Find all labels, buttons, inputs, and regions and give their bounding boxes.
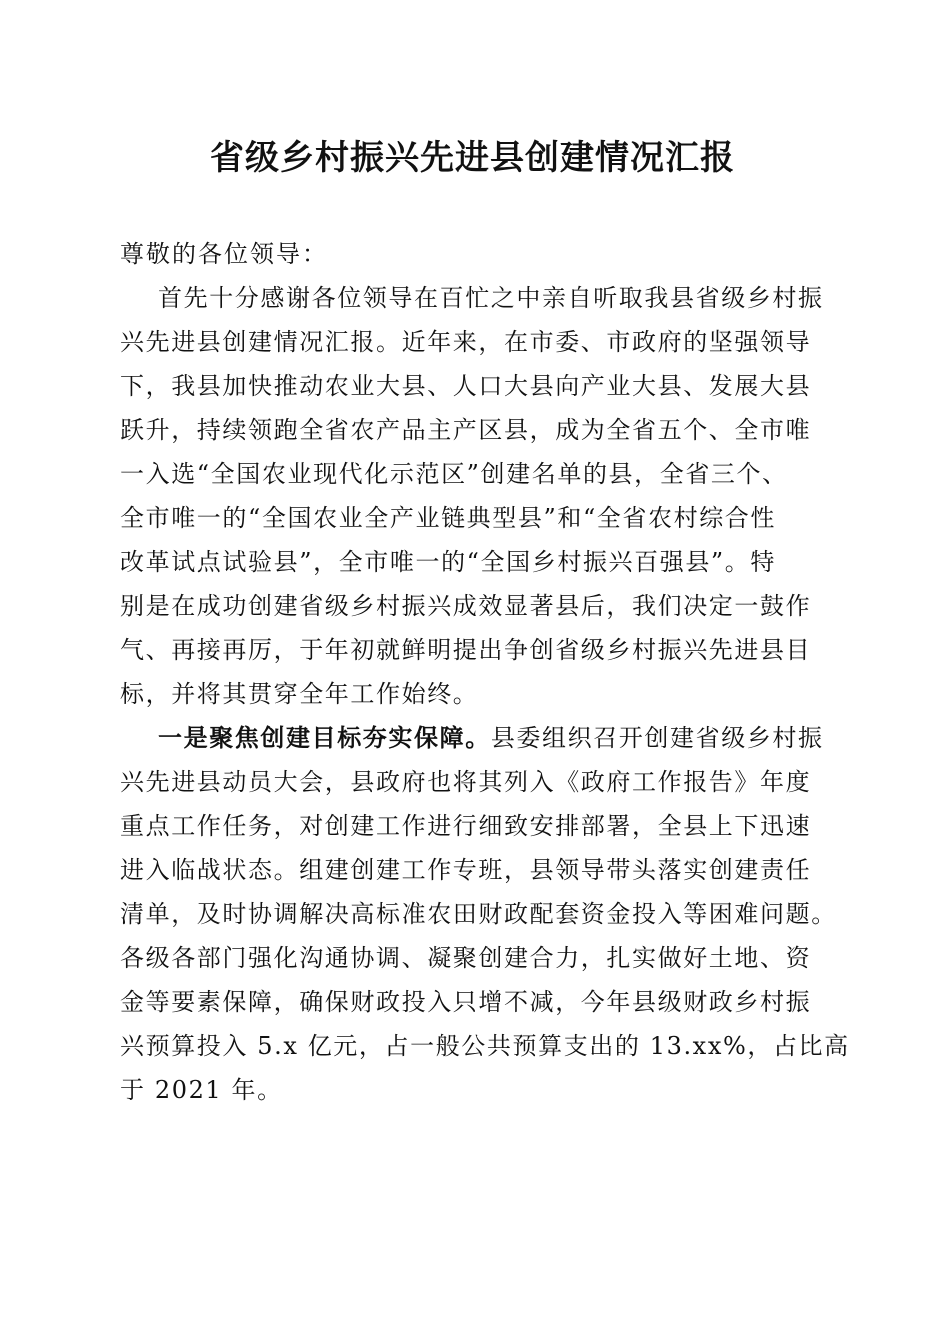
paragraph-line: 标，并将其贯穿全年工作始终。 <box>120 680 479 708</box>
paragraph-line: 进入临战状态。组建创建工作专班，县领导带头落实创建责任 <box>120 856 812 884</box>
greeting: 尊敬的各位领导： <box>120 240 328 268</box>
paragraph-line: 别是在成功创建省级乡村振兴成效显著县后，我们决定一鼓作 <box>120 592 812 620</box>
paragraph-line: 兴先进县动员大会，县政府也将其列入《政府工作报告》年度 <box>120 768 812 796</box>
paragraph-line: 跃升，持续领跑全省农产品主产区县，成为全省五个、全市唯 <box>120 416 812 444</box>
paragraph-line: 于 2021 年。 <box>120 1076 283 1104</box>
paragraph-line: 重点工作任务，对创建工作进行细致安排部署，全县上下迅速 <box>120 812 812 840</box>
paragraph-goal-guarantee <box>120 716 850 1112</box>
paragraph-first-line-rest: 县委组织召开创建省级乡村振 <box>490 724 824 752</box>
paragraph-line: 各级各部门强化沟通协调、凝聚创建合力，扎实做好土地、资 <box>120 944 812 972</box>
paragraph-first-line <box>120 716 825 760</box>
paragraph-line: 气、再接再厉，于年初就鲜明提出争创省级乡村振兴先进县目 <box>120 636 812 664</box>
paragraph-line: 金等要素保障，确保财政投入只增不减，今年县级财政乡村振 <box>120 988 812 1016</box>
paragraph-line: 全市唯一的“全国农业全产业链典型县”和“全省农村综合性 <box>120 504 777 532</box>
paragraph-intro <box>120 276 825 716</box>
paragraph-lead-heading: 一是聚焦创建目标夯实保障。 <box>158 723 491 752</box>
paragraph-line: 兴预算投入 5.x 亿元，占一般公共预算支出的 13.xx%，占比高 <box>120 1032 850 1060</box>
paragraph-line: 清单，及时协调解决高标准农田财政配套资金投入等困难问题。 <box>120 900 837 928</box>
paragraph-line: 兴先进县创建情况汇报。近年来，在市委、市政府的坚强领导 <box>120 328 812 356</box>
paragraph-line: 改革试点试验县”，全市唯一的“全国乡村振兴百强县”。特 <box>120 548 777 576</box>
paragraph-line: 首先十分感谢各位领导在百忙之中亲自听取我县省级乡村振 <box>158 284 824 312</box>
paragraph-line: 下，我县加快推动农业大县、人口大县向产业大县、发展大县 <box>120 372 812 400</box>
paragraph-line: 一入选“全国农业现代化示范区”创建名单的县，全省三个、 <box>120 460 788 488</box>
document-title: 省级乡村振兴先进县创建情况汇报 <box>210 138 735 178</box>
